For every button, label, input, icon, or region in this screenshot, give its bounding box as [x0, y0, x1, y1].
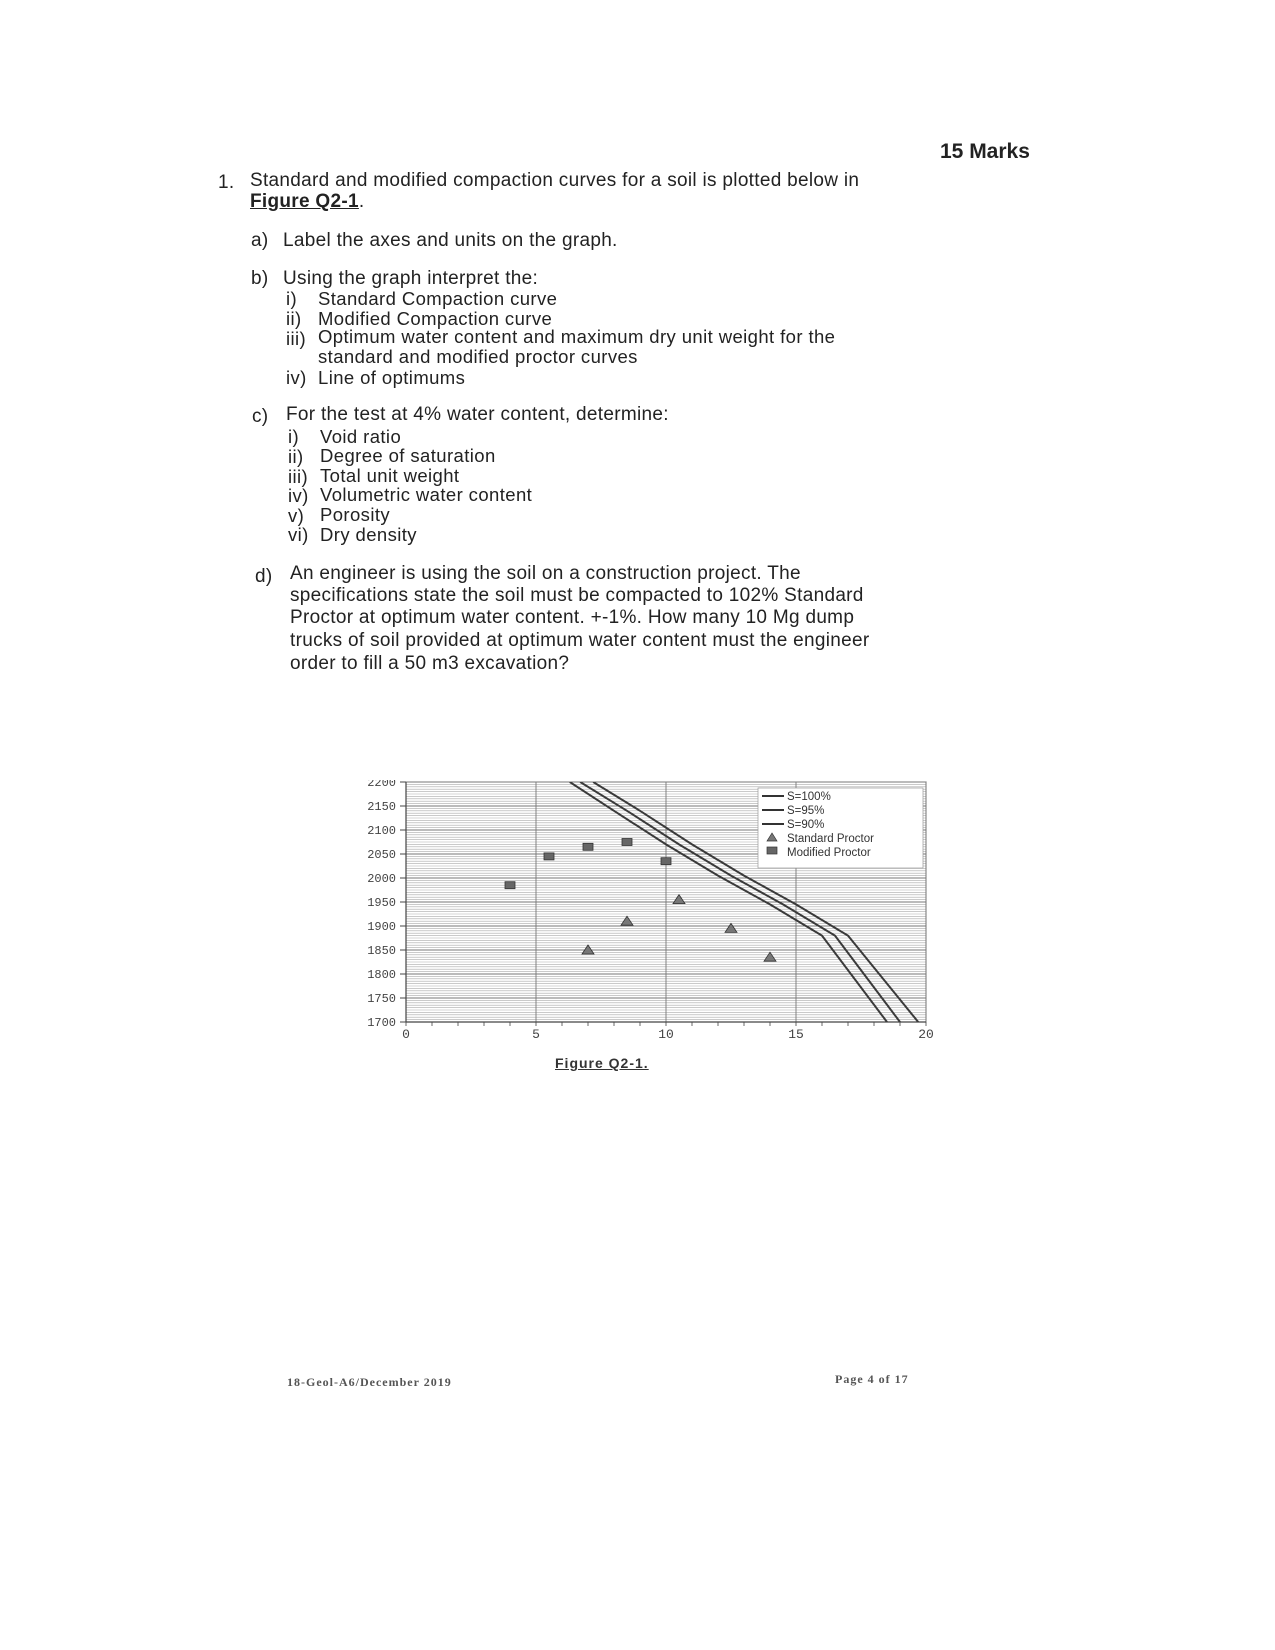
- y-tick-label: 1850: [367, 944, 396, 958]
- part-a-text: Label the axes and units on the graph.: [283, 230, 618, 251]
- modified-proctor-point: [583, 843, 593, 850]
- legend-label: Standard Proctor: [787, 833, 874, 845]
- question-number: 1.: [218, 172, 235, 193]
- part-d-label: d): [255, 566, 273, 587]
- y-tick-label: 1800: [367, 968, 396, 982]
- y-tick-label: 2100: [367, 824, 396, 838]
- footer-page-number: Page 4 of 17: [835, 1372, 909, 1386]
- part-c-item-text: Dry density: [320, 524, 417, 545]
- part-c-item-text: Void ratio: [320, 426, 402, 447]
- legend-label: S=100%: [787, 791, 831, 803]
- part-d-line: Proctor at optimum water content. +-1%. How many 10 Mg dump: [290, 607, 855, 628]
- modified-proctor-point: [661, 858, 671, 865]
- part-c-text: For the test at 4% water content, determine:: [286, 404, 669, 425]
- y-tick-label: 1900: [367, 920, 396, 934]
- y-tick-label: 1700: [367, 1016, 396, 1030]
- legend-label: Modified Proctor: [787, 847, 871, 859]
- part-c-item-num: ii): [288, 446, 304, 467]
- legend-label: S=90%: [787, 819, 825, 831]
- part-b-item-num: iii): [286, 328, 307, 349]
- part-d-line: An engineer is using the soil on a construction project. The: [290, 563, 801, 584]
- part-c-item-text: Porosity: [320, 504, 391, 525]
- y-tick-label: 2150: [367, 800, 396, 814]
- part-c-item-text: Total unit weight: [320, 465, 460, 486]
- x-tick-label: 0: [402, 1027, 410, 1042]
- y-tick-label: 2050: [367, 848, 396, 862]
- part-a-label: a): [251, 230, 269, 251]
- part-b-item-text: standard and modified proctor curves: [318, 346, 638, 367]
- chart-legend: [758, 788, 923, 868]
- modified-proctor-point: [544, 853, 554, 860]
- modified-proctor-point: [622, 839, 632, 846]
- figure-reference: [250, 191, 364, 213]
- question-text: Standard and modified compaction curves for a soil is plotted below in: [250, 170, 860, 191]
- chart-svg: [340, 780, 960, 1060]
- figure-reference-link: Figure Q2-1: [250, 191, 359, 212]
- part-b-item-num: iv): [286, 367, 307, 388]
- x-tick-label: 20: [918, 1027, 934, 1042]
- part-b-item-text: Modified Compaction curve: [318, 308, 553, 329]
- part-d-line: trucks of soil provided at optimum water content must the engineer: [290, 630, 870, 651]
- part-c-item-text: Volumetric water content: [320, 484, 533, 505]
- x-tick-label: 5: [532, 1027, 540, 1042]
- part-b-text: Using the graph interpret the:: [283, 268, 539, 289]
- part-b-item-num: ii): [286, 308, 302, 329]
- x-tick-label: 10: [658, 1027, 674, 1042]
- part-c-item-num: iii): [288, 466, 309, 487]
- modified-proctor-point: [505, 882, 515, 889]
- legend-square-swatch: [767, 847, 777, 854]
- part-c-item-num: i): [288, 426, 300, 447]
- part-d-line: order to fill a 50 m3 excavation?: [290, 653, 570, 674]
- part-d-line: specifications state the soil must be compacted to 102% Standard: [290, 585, 864, 606]
- x-tick-label: 15: [788, 1027, 804, 1042]
- part-c-item-num: vi): [288, 524, 309, 545]
- y-tick-label: 2200: [367, 780, 396, 790]
- part-c-item-num: iv): [288, 485, 309, 506]
- y-tick-label: 1750: [367, 992, 396, 1006]
- part-c-item-text: Degree of saturation: [320, 445, 496, 466]
- marks-label: 15 Marks: [940, 140, 1030, 163]
- figure-caption: Figure Q2-1.: [555, 1055, 649, 1071]
- y-tick-label: 1950: [367, 896, 396, 910]
- part-b-item-text: Optimum water content and maximum dry unit weight for the: [318, 326, 836, 347]
- footer-course-code: 18-Geol-A6/December 2019: [287, 1375, 452, 1389]
- part-c-item-num: v): [288, 505, 305, 526]
- compaction-chart: [340, 780, 960, 1060]
- y-tick-label: 2000: [367, 872, 396, 886]
- legend-label: S=95%: [787, 805, 825, 817]
- part-b-label: b): [251, 268, 269, 289]
- part-b-item-text: Line of optimums: [318, 367, 466, 388]
- part-b-item-num: i): [286, 288, 298, 309]
- part-c-label: c): [252, 406, 269, 427]
- part-b-item-text: Standard Compaction curve: [318, 288, 558, 309]
- figure-reference-period: .: [358, 191, 365, 212]
